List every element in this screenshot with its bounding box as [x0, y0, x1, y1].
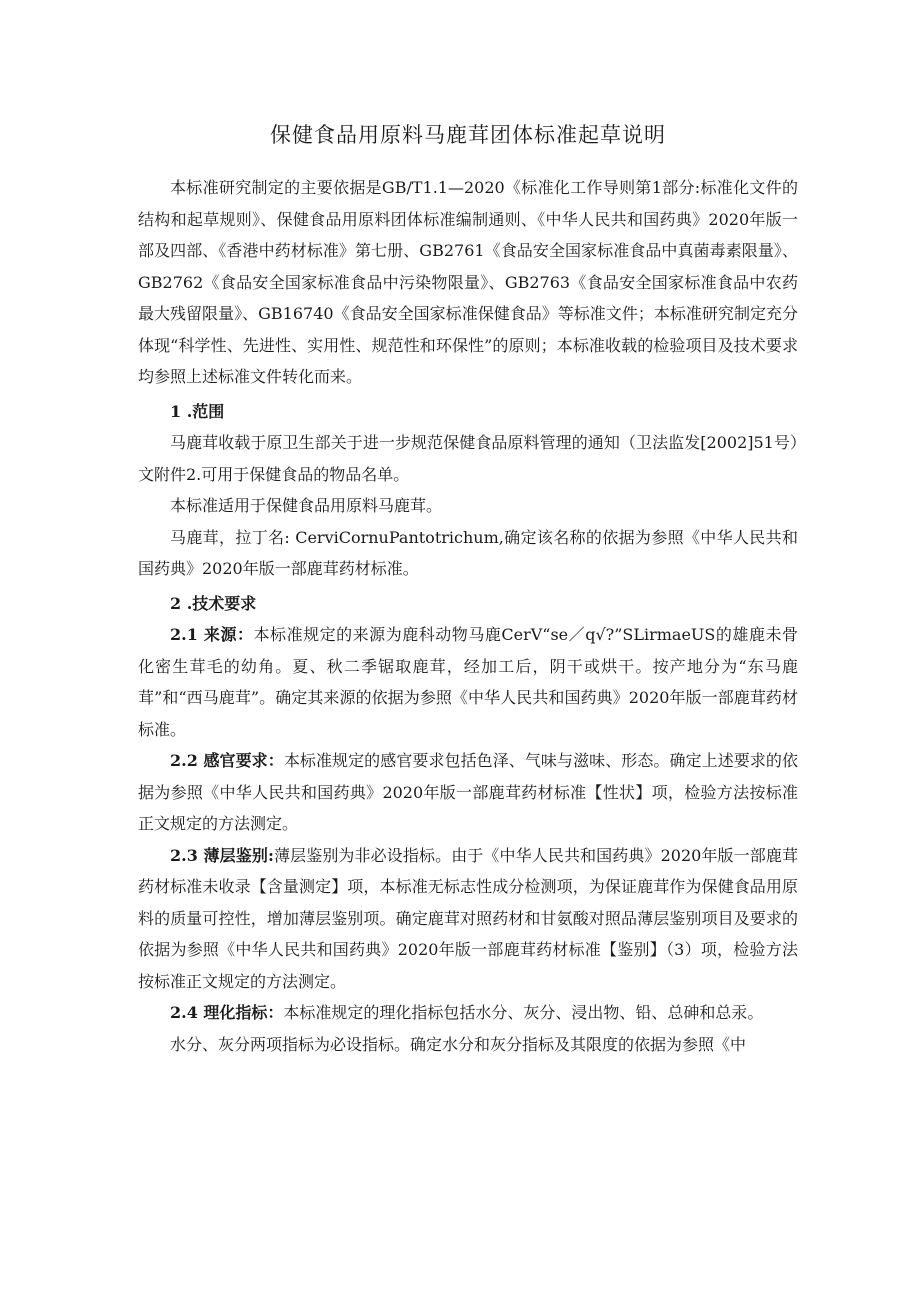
tech-text-2-1: 本标准规定的来源为鹿科动物马鹿CerV“se／q√?”SLirmaeUS的雄鹿未骨化密生茸毛的幼角。夏、秋二季锯取鹿茸，经加工后，阴干或烘干。按产地分为“东马鹿茸”和“西马鹿茸”。确定其来源的依据为参照《中华人民共和国药典》2020年版一部鹿茸药材标准。 [138, 625, 798, 739]
tech-text-2-2: 本标准规定的感官要求包括色泽、气味与滋味、形态。确定上述要求的依据为参照《中华人民共和国药典》2020年版一部鹿茸药材标准【性状】项，检验方法按标准正文规定的方法测定。 [138, 751, 798, 833]
tech-paragraph-2-4 [138, 997, 798, 1029]
scope-paragraph-2: 本标准适用于保健食品用原料马鹿茸。 [170, 496, 443, 515]
tech-label-2-1: 2.1 来源： [170, 625, 254, 644]
tech-paragraph-2-2 [138, 745, 798, 840]
tech-text-2-3: 薄层鉴别为非必设指标。由于《中华人民共和国药典》2020年版一部鹿茸药材标准未收录【含量测定】项，本标准无标志性成分检测项，为保证鹿茸作为保健食品用原料的质量可控性，增加薄层鉴别项。确定鹿茸对照药材和甘氨酸对照品薄层鉴别项目及要求的依据为参照《中华人民共和国药典》2020年版一部鹿茸药材标准【鉴别】（3）项，检验方法按标准正文规定的方法测定。 [138, 845, 798, 991]
scope-paragraph-3: 马鹿茸，拉丁名: CerviCornuPantotrichum,确定该名称的依据为参照《中华人民共和国药典》2020年版一部鹿茸药材标准。 [138, 527, 798, 578]
document-title: 保健食品用原料马鹿茸团体标准起草说明 [270, 123, 666, 147]
tech-paragraph-2-3 [138, 840, 798, 998]
document-page [138, 118, 798, 1060]
section-heading-tech: 2 .技术要求 [170, 593, 257, 613]
tech-paragraph-2-4-continued: 水分、灰分两项指标为必设指标。确定水分和灰分指标及其限度的依据为参照《中 [170, 1034, 747, 1054]
tech-paragraph-2-1 [138, 619, 798, 745]
tech-text-2-4: 本标准规定的理化指标包括水分、灰分、浸出物、铅、总砷和总汞。 [283, 1003, 764, 1022]
section-heading-scope: 1 .范围 [170, 401, 225, 421]
scope-paragraph-1: 马鹿茸收载于原卫生部关于进一步规范保健食品原料管理的通知（卫法监发[2002]51号）文附件2.可用于保健食品的物品名单。 [138, 433, 798, 484]
intro-paragraph: 本标准研究制定的主要依据是GB/T1.1—2020《标准化工作导则第1部分:标准化文件的结构和起草规则》、保健食品用原料团体标准编制通则、《中华人民共和国药典》2020年版一部及四部、《香港中药材标准》第七册、GB2761《食品安全国家标准食品中真菌毒素限量》、GB2762《食品安全国家标准食品中污染物限量》、GB2763《食品安全国家标准食品中农药最大残留限量》、GB16740《食品安全国家标准保健食品》等标准文件；本标准研究制定充分体现“科学性、先进性、实用性、规范性和环保性”的原则；本标准收载的检验项目及技术要求均参照上述标准文件转化而来。 [138, 178, 798, 386]
tech-label-2-2: 2.2 感官要求： [170, 751, 284, 770]
tech-label-2-3: 2.3 薄层鉴别: [170, 845, 274, 865]
tech-label-2-4: 2.4 理化指标： [170, 1003, 284, 1022]
